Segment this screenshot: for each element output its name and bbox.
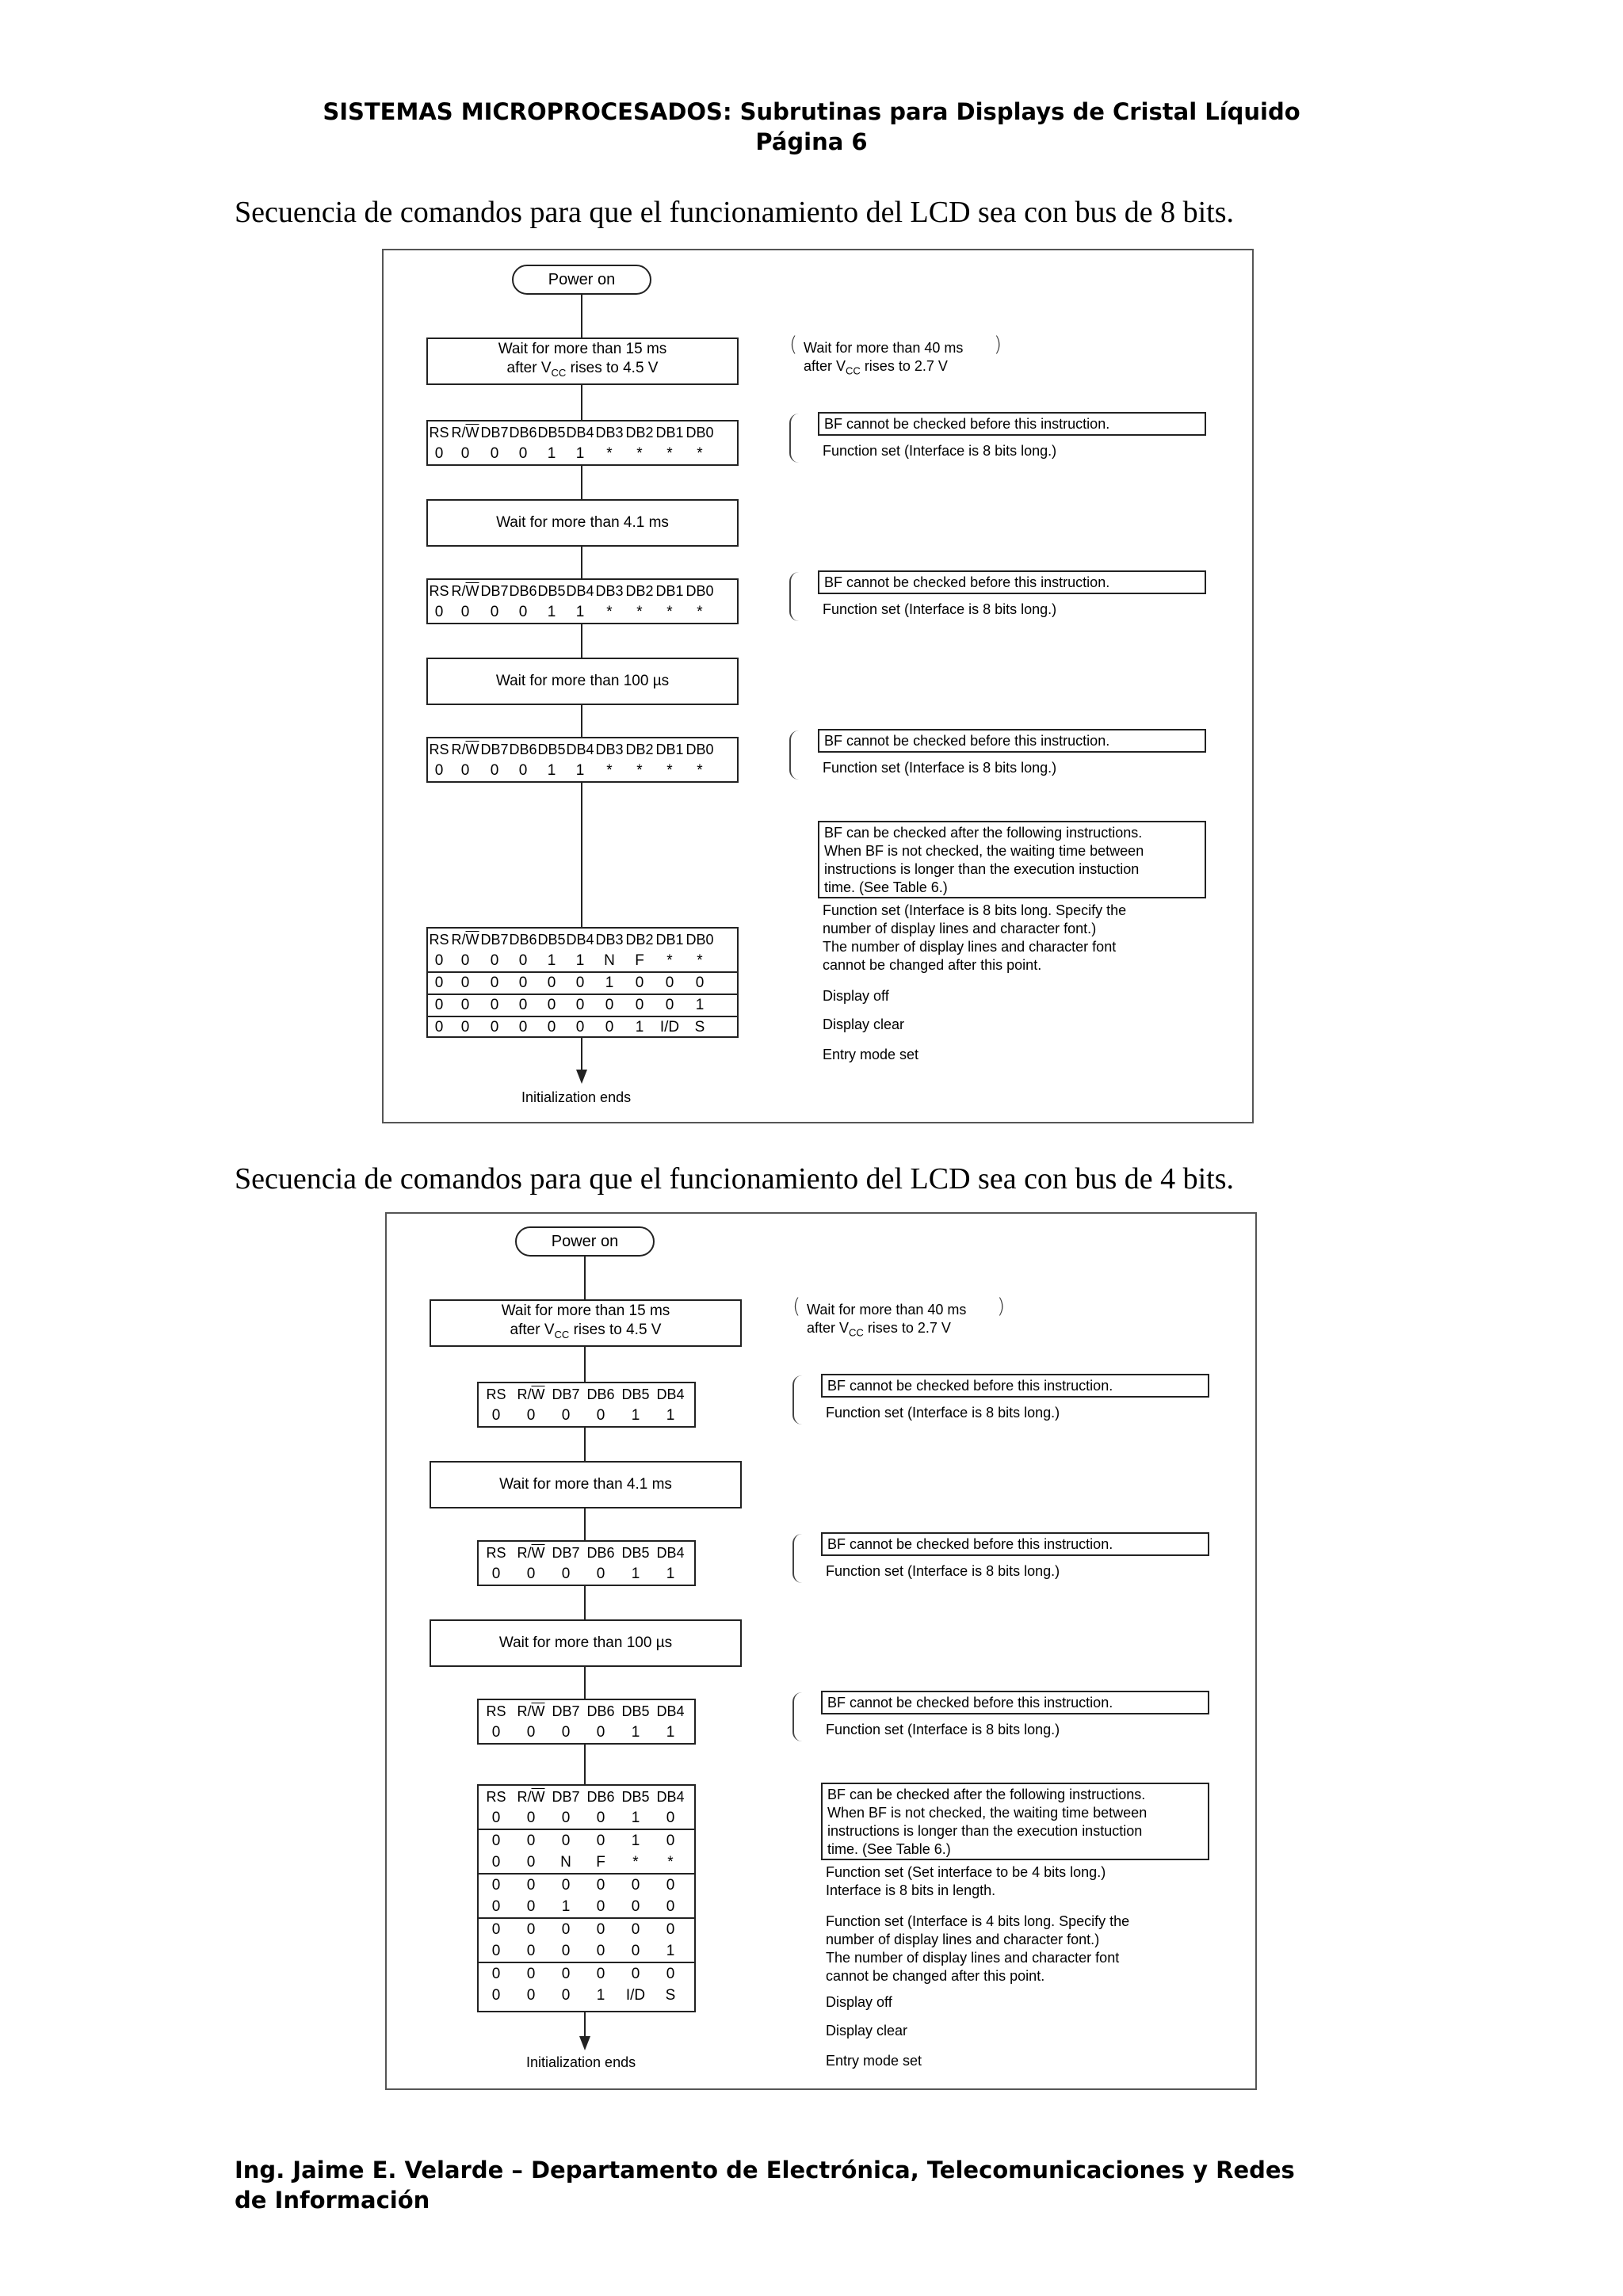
bf-cannot-note-1: BF cannot be checked before this instruction. [818,412,1206,436]
register-function-set-1: RS $R/\overline{W}$ DB7 DB6 DB5 DB4 0 0 0 0 1 1 [477,1382,696,1428]
function-set-note-2: Function set (Interface is 8 bits long.) [823,601,1057,617]
register-final-sequence: RS $R/\overline{W}$ DB7 DB6 DB5 DB4 DB3 DB2 DB1 DB0 0 0 0 0 1 1 N F * * 0 0 0 0 0 0 1 0 0 0 0 0 0 0 0 0 0 0 0 1 0 0 0 0 0 0 0 1 I/D S [426,927,739,1038]
footer-author: Ing. Jaime E. Velarde – Departamento de Electrónica, Telecomunicaciones y Redes de Información [235,2157,1295,2214]
register-function-set-2: RS $R/\overline{W}$ DB7 DB6 DB5 DB4 0 0 0 0 1 1 [477,1540,696,1586]
wait-4.1ms-box: Wait for more than 4.1 ms [430,1461,742,1508]
register-function-set-3: RS $R/\overline{W}$ DB7 DB6 DB5 DB4 DB3 DB2 DB1 DB0 0 0 0 0 1 1 * * * * [426,737,739,783]
wait-40ms-note: Wait for more than 40 ms after $V_{CC}$ rises to 2.7 V [807,1302,967,1339]
function-set-note-2: Function set (Interface is 8 bits long.) [826,1563,1060,1579]
display-clear-note: Display clear [826,2023,908,2039]
flowchart-4bit: Power on Wait for more than 15 ms after $V_{CC}$ rises to 4.5 V ( Wait for more than 40 ms after $V_{CC}$ rises to 2.7 V ) RS $R/\overline{W}$ DB7 DB6 DB5 DB4 0 0 0 0 1 1 BF cannot be checked before this instruction. Function set (Interface is 8 bits long.) Wait for more than 4.1 ms RS $R/\overline{W}$ DB7 DB6 DB5 DB4 0 0 0 0 1 1 BF cannot be checked before this instruction. Function set (Interface is 8 bits long.) Wait for more than 100 µs RS $R/\overline{W}$ DB7 DB6 DB5 DB4 0 0 0 0 1 1 BF cannot be checked before this instruction. Function set (Interface is 8 bits long.) RS $R/\overline{W}$ DB7 DB6 DB5 DB4 0 0 0 0 1 0 0 0 0 0 1 0 0 0 N F * * 0 0 0 0 0 0 0 0 1 0 0 0 0 0 0 0 0 0 0 0 0 0 0 1 0 0 0 0 0 0 0 0 0 1 I/D S BF can be checked after the following instructions. When BF is not checked, the waiting time between instructions is longer than the execution instuction time. (See Table 6.) Function set (Set interface to be 4 bits long.) Interface is 8 bits in length. Function set (Interface is 4 bits long. Specify the number of display lines and character font.) The number of display lines and character font cannot be changed after this point. Display off Display clear Entry mode set Initialization ends [385,1212,1257,2090]
section-8bit-title: Secuencia de comandos para que el funcionamiento del LCD sea con bus de 8 bits. [235,196,1234,229]
wait-40ms-note: Wait for more than 40 ms after $V_{CC}$ rises to 2.7 V [804,340,964,377]
display-off-note: Display off [826,1994,892,2010]
bf-can-note: BF can be checked after the following instructions. When BF is not checked, the waiting time between instructions is longer than the execution instuction time. (See Table 6.) [821,1783,1209,1860]
power-on-terminal: Power on [512,265,651,295]
register-function-set-2: RS $R/\overline{W}$ DB7 DB6 DB5 DB4 DB3 DB2 DB1 DB0 0 0 0 0 1 1 * * * * [426,578,739,624]
function-set-note-1: Function set (Interface is 8 bits long.) [826,1405,1060,1421]
page-header-title: SISTEMAS MICROPROCESADOS: Subrutinas para Displays de Cristal Líquido [323,98,1300,125]
wait-100us-box: Wait for more than 100 µs [426,658,739,705]
wait-15ms-box: Wait for more than 15 ms after $V_{CC}$ rises to 4.5 V [426,338,739,385]
entry-mode-note: Entry mode set [826,2053,922,2069]
bf-cannot-note-1: BF cannot be checked before this instruction. [821,1374,1209,1398]
section-4bit-title: Secuencia de comandos para que el funcionamiento del LCD sea con bus de 4 bits. [235,1162,1234,1196]
function-set-specify-note: Function set (Interface is 8 bits long. Specify the number of display lines and character font.) The number of display lines and character font cannot be changed after this point. [823,902,1127,973]
display-off-note: Display off [823,988,889,1004]
function-set-4bit-specify-note: Function set (Interface is 4 bits long. Specify the number of display lines and character font.) The number of display lines and character font cannot be changed after this point. [826,1913,1130,1984]
function-set-note-3: Function set (Interface is 8 bits long.) [823,760,1057,776]
initialization-ends-label: Initialization ends [526,2054,636,2070]
function-set-note-3: Function set (Interface is 8 bits long.) [826,1722,1060,1737]
entry-mode-note: Entry mode set [823,1047,919,1062]
arrow-down-icon [579,2036,590,2050]
bf-cannot-note-2: BF cannot be checked before this instruction. [818,570,1206,594]
register-final-sequence: RS $R/\overline{W}$ DB7 DB6 DB5 DB4 0 0 0 0 1 0 0 0 0 0 1 0 0 0 N F * * 0 0 0 0 0 0 0 0 1 0 0 0 0 0 0 0 0 0 0 0 0 0 0 1 0 0 0 0 0 0 0 0 0 1 I/D S [477,1784,696,2012]
bf-cannot-note-3: BF cannot be checked before this instruction. [821,1691,1209,1714]
page-number: Página 6 [755,128,868,155]
register-function-set-3: RS $R/\overline{W}$ DB7 DB6 DB5 DB4 0 0 0 0 1 1 [477,1699,696,1745]
wait-4.1ms-box: Wait for more than 4.1 ms [426,499,739,547]
bf-cannot-note-3: BF cannot be checked before this instruction. [818,729,1206,753]
bf-cannot-note-2: BF cannot be checked before this instruction. [821,1532,1209,1556]
wait-15ms-box: Wait for more than 15 ms after $V_{CC}$ rises to 4.5 V [430,1299,742,1347]
bf-can-note: BF can be checked after the following instructions. When BF is not checked, the waiting time between instructions is longer than the execution instuction time. (See Table 6.) [818,821,1206,898]
function-set-note-1: Function set (Interface is 8 bits long.) [823,443,1057,459]
flowchart-8bit: Power on Wait for more than 15 ms after $V_{CC}$ rises to 4.5 V ( Wait for more than 40 ms after $V_{CC}$ rises to 2.7 V ) RS $R/\overline{W}$ DB7 DB6 DB5 DB4 DB3 DB2 DB1 DB0 0 0 0 0 1 1 * * * * BF cannot be checked before this instruction. Function set (Interface is 8 bits long.) Wait for more than 4.1 ms RS $R/\overline{W}$ DB7 DB6 DB5 DB4 DB3 DB2 DB1 DB0 0 0 0 0 1 1 * * * * BF cannot be checked before this instruction. Function set (Interface is 8 bits long.) Wait for more than 100 µs RS $R/\overline{W}$ DB7 DB6 DB5 DB4 DB3 DB2 DB1 DB0 0 0 0 0 1 1 * * * * BF cannot be checked before this instruction. Function set (Interface is 8 bits long.) BF can be checked after the following instructions. When BF is not checked, the waiting time between instructions is longer than the execution instuction time. (See Table 6.) RS $R/\overline{W}$ DB7 DB6 DB5 DB4 DB3 DB2 DB1 DB0 0 0 0 0 1 1 N F * * 0 0 0 0 0 0 1 0 0 0 0 0 0 0 0 0 0 0 0 1 0 0 0 0 0 0 0 1 I/D S Function set (Interface is 8 bits long. Specify the number of display lines and character font.) The number of display lines and character font cannot be changed after this point. Display off Display clear Entry mode set Initialization ends [382,249,1254,1123]
function-set-4bit-note: Function set (Set interface to be 4 bits long.) Interface is 8 bits in length. [826,1864,1106,1898]
wait-100us-box: Wait for more than 100 µs [430,1619,742,1667]
register-function-set-1: RS $R/\overline{W}$ DB7 DB6 DB5 DB4 DB3 DB2 DB1 DB0 0 0 0 0 1 1 * * * * [426,420,739,466]
initialization-ends-label: Initialization ends [521,1089,632,1105]
power-on-terminal: Power on [515,1226,655,1257]
arrow-down-icon [576,1070,587,1084]
display-clear-note: Display clear [823,1016,905,1032]
